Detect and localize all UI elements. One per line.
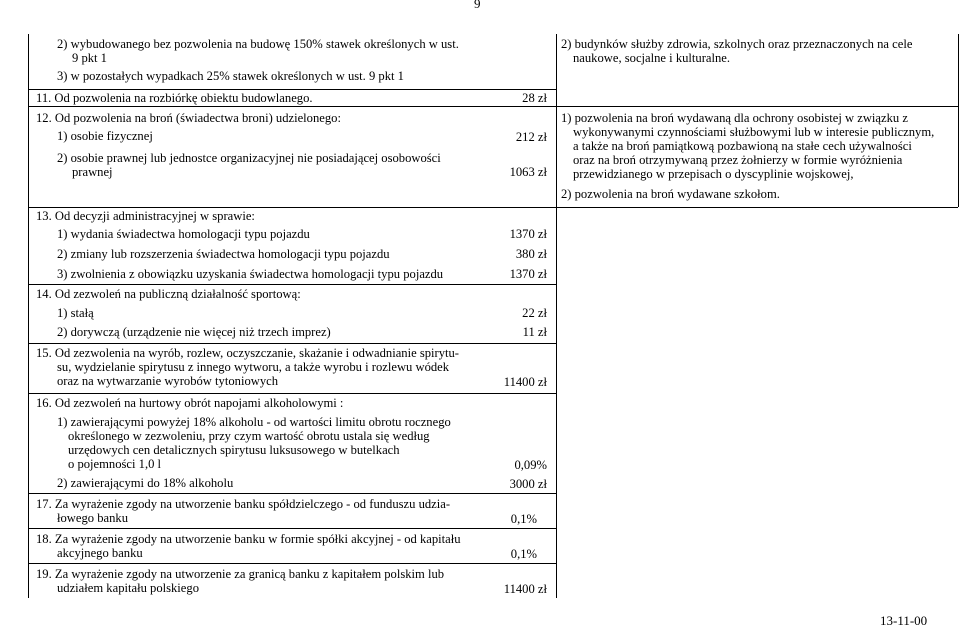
row-17-text-line2: łowego banku	[57, 511, 128, 525]
row-16-1-text-line2: określonego w zezwoleniu, przy czym wartość obrotu ustala się według	[68, 429, 430, 443]
row-12-1-amount: 212 zł	[515, 130, 547, 144]
row-17-text-line1: 17. Za wyrażenie zgody na utworzenie banku spółdzielczego - od funduszu udzia-	[36, 497, 451, 511]
row-16-2-text: 2) zawierającymi do 18% alkoholu	[57, 476, 234, 490]
row-17-amount: 0,1%	[510, 512, 537, 526]
row-divider	[28, 393, 556, 394]
row-14-2-text: 2) dorywczą (urządzenie nie więcej niż trzech imprez)	[57, 325, 331, 339]
row-divider	[28, 528, 556, 529]
row-12-2-text-line1: 2) osobie prawnej lub jednostce organizacyjnej nie posiadającej osobowości	[57, 151, 441, 165]
row-16-text: 16. Od zezwoleń na hurtowy obrót napojami alkoholowymi :	[36, 396, 344, 410]
row-building-item-3: 3) w pozostałych wypadkach 25% stawek określonych w ust. 9 pkt 1	[57, 69, 404, 83]
table-left-border	[28, 34, 29, 598]
row-15-text-line2: su, wydzielanie spirytusu z innego wytworu, a także wyrobu i rozlewu wódek	[57, 360, 450, 374]
row-12-2-amount: 1063 zł	[509, 165, 547, 179]
row-18-text-line1: 18. Za wyrażenie zgody na utworzenie banku w formie spółki akcyjnej - od kapitału	[36, 532, 461, 546]
row-divider	[28, 106, 958, 107]
row-15-amount: 11400 zł	[503, 375, 547, 389]
row-18-amount: 0,1%	[510, 547, 537, 561]
row-16-2-amount: 3000 zł	[509, 477, 547, 491]
row-16-1-amount: 0,09%	[514, 458, 547, 472]
row-12-1-text: 1) osobie fizycznej	[57, 129, 153, 143]
row-divider	[28, 284, 556, 285]
row-12-2-text-line2: prawnej	[72, 165, 113, 179]
note-weapon-schools: 2) pozwolenia na broń wydawane szkołom.	[561, 187, 780, 201]
note-weapon-line3: a także na broń pamiątkową pozbawioną na stałe cech używalności	[573, 139, 912, 153]
row-14-1-amount: 22 zł	[522, 306, 547, 320]
note-weapon-line1: 1) pozwolenia na broń wydawaną dla ochrony osobistej w związku z	[561, 111, 908, 125]
row-divider	[28, 563, 556, 564]
row-11-amount: 28 zł	[522, 91, 547, 105]
row-14-2-amount: 11 zł	[522, 325, 547, 339]
table-right-border	[958, 34, 959, 207]
row-divider	[28, 493, 556, 494]
row-16-1-text-line4: o pojemności 1,0 l	[68, 457, 162, 471]
row-19-text-line2: udziałem kapitału polskiego	[57, 581, 199, 595]
row-13-text: 13. Od decyzji administracyjnej w sprawie:	[36, 209, 255, 223]
note-weapon-line4: oraz na broń otrzymywaną przez żołnierzy w formie wyróżnienia	[573, 153, 903, 167]
row-19-amount: 11400 zł	[503, 582, 547, 596]
row-19-text-line1: 19. Za wyrażenie zgody na utworzenie za granicą banku z kapitałem polskim lub	[36, 567, 445, 581]
row-14-text: 14. Od zezwoleń na publiczną działalność sportową:	[36, 287, 301, 301]
row-divider	[28, 207, 958, 208]
footer-code: 13-11-00	[880, 613, 928, 628]
note-weapon-line2: wykonywanymi czynnościami służbowymi lub w interesie publicznym,	[573, 125, 935, 139]
row-divider	[28, 89, 556, 90]
row-12-text: 12. Od pozwolenia na broń (świadectwa broni) udzielonego:	[36, 111, 341, 125]
row-13-2-amount: 380 zł	[515, 247, 547, 261]
row-building-item-2-line2: 9 pkt 1	[72, 51, 107, 65]
row-11-text: 11. Od pozwolenia na rozbiórkę obiektu budowlanego.	[36, 91, 313, 105]
row-13-3-amount: 1370 zł	[509, 267, 547, 281]
page-number: 9	[474, 0, 481, 11]
row-18-text-line2: akcyjnego banku	[57, 546, 143, 560]
row-building-item-2-line1: 2) wybudowanego bez pozwolenia na budowę 150% stawek określonych w ust.	[57, 37, 459, 51]
row-13-3-text: 3) zwolnienia z obowiązku uzyskania świadectwa homologacji typu pojazdu	[57, 267, 444, 281]
note-weapon-line5: przewidzianego w przepisach o dyscyplinie wojskowej,	[573, 167, 854, 181]
row-16-1-text-line3: urzędowych cen detalicznych spirytusu luksusowego w butelkach	[68, 443, 400, 457]
row-13-2-text: 2) zmiany lub rozszerzenia świadectwa homologacji typu pojazdu	[57, 247, 390, 261]
row-13-1-text: 1) wydania świadectwa homologacji typu pojazdu	[57, 227, 310, 241]
row-15-text-line1: 15. Od zezwolenia na wyrób, rozlew, oczyszczanie, skażanie i odwadnianie spirytu-	[36, 346, 460, 360]
row-divider	[28, 343, 556, 344]
row-13-1-amount: 1370 zł	[509, 227, 547, 241]
row-15-text-line3: oraz na wytwarzanie wyrobów tytoniowych	[57, 374, 279, 388]
row-14-1-text: 1) stałą	[57, 306, 94, 320]
note-buildings-line2: naukowe, socjalne i kulturalne.	[573, 51, 731, 65]
column-divider	[556, 34, 557, 598]
note-buildings-line1: 2) budynków służby zdrowia, szkolnych oraz przeznaczonych na cele	[561, 37, 913, 51]
row-16-1-text-line1: 1) zawierającymi powyżej 18% alkoholu - od wartości limitu obrotu rocznego	[57, 415, 451, 429]
